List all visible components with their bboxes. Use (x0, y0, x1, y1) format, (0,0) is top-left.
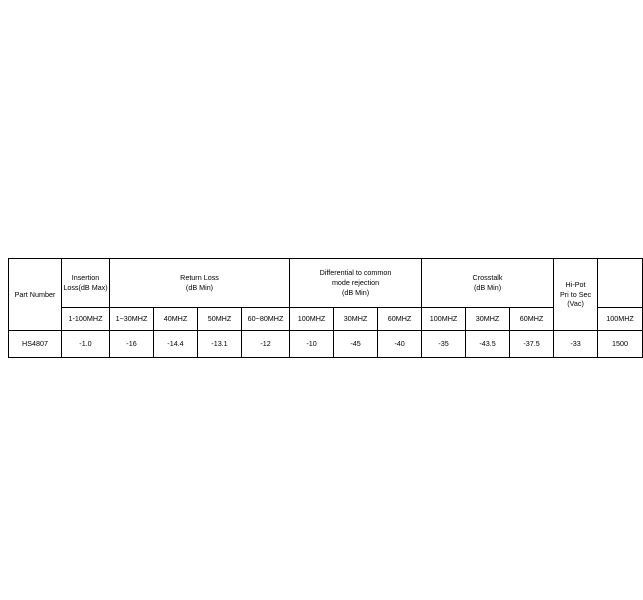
subheader-return-40mhz: 40MHZ (154, 308, 198, 331)
cell-crosstalk-60mhz: -37.5 (510, 331, 554, 358)
cell-return-60-80mhz: -12 (242, 331, 290, 358)
subheader-dcmr-100mhz: 100MHZ (422, 308, 466, 331)
cell-hi-pot: 1500 (598, 331, 643, 358)
subheader-insertion-1-100mhz: 1-100MHZ (62, 308, 110, 331)
cell-return-1-30mhz: -16 (110, 331, 154, 358)
cell-insertion-1-100mhz: -1.0 (62, 331, 110, 358)
cell-crosstalk-100mhz: -33 (554, 331, 598, 358)
table-sub-header-row (9, 308, 643, 331)
cell-return-40mhz: -14.4 (154, 331, 198, 358)
subheader-crosstalk-100mhz: 100MHZ (598, 308, 643, 331)
cell-return-100mhz: -10 (290, 331, 334, 358)
header-hi-pot-pri-to-sec: Hi-Pot Pri to Sec (Vac) (554, 259, 598, 331)
subheader-return-100mhz: 100MHZ (290, 308, 334, 331)
subheader-crosstalk-30mhz: 30MHZ (466, 308, 510, 331)
subheader-return-50mhz: 50MHZ (198, 308, 242, 331)
cell-crosstalk-30mhz: -43.5 (466, 331, 510, 358)
header-return-loss: Return Loss (dB Min) (110, 259, 290, 308)
cell-return-50mhz: -13.1 (198, 331, 242, 358)
table-row (9, 331, 643, 358)
specification-table-container (8, 258, 634, 358)
subheader-dcmr-30mhz: 30MHZ (334, 308, 378, 331)
cell-dcmr-100mhz: -35 (422, 331, 466, 358)
subheader-return-60-80mhz: 60~80MHZ (242, 308, 290, 331)
cell-dcmr-30mhz: -45 (334, 331, 378, 358)
subheader-return-1-30mhz: 1~30MHZ (110, 308, 154, 331)
cell-dcmr-60mhz: -40 (378, 331, 422, 358)
specification-table (8, 258, 643, 358)
subheader-dcmr-60mhz: 60MHZ (378, 308, 422, 331)
cell-part-number: HS4807 (9, 331, 62, 358)
table-group-header-row (9, 259, 643, 308)
subheader-crosstalk-60mhz: 60MHZ (510, 308, 554, 331)
header-differential-to-common-mode-rejection: Differential to common mode rejection (dB Min) (290, 259, 422, 308)
header-part-number: Part Number (9, 259, 62, 331)
header-insertion-loss: Insertion Loss(dB Max) (62, 259, 110, 308)
header-crosstalk: Crosstalk (dB Min) (422, 259, 554, 308)
